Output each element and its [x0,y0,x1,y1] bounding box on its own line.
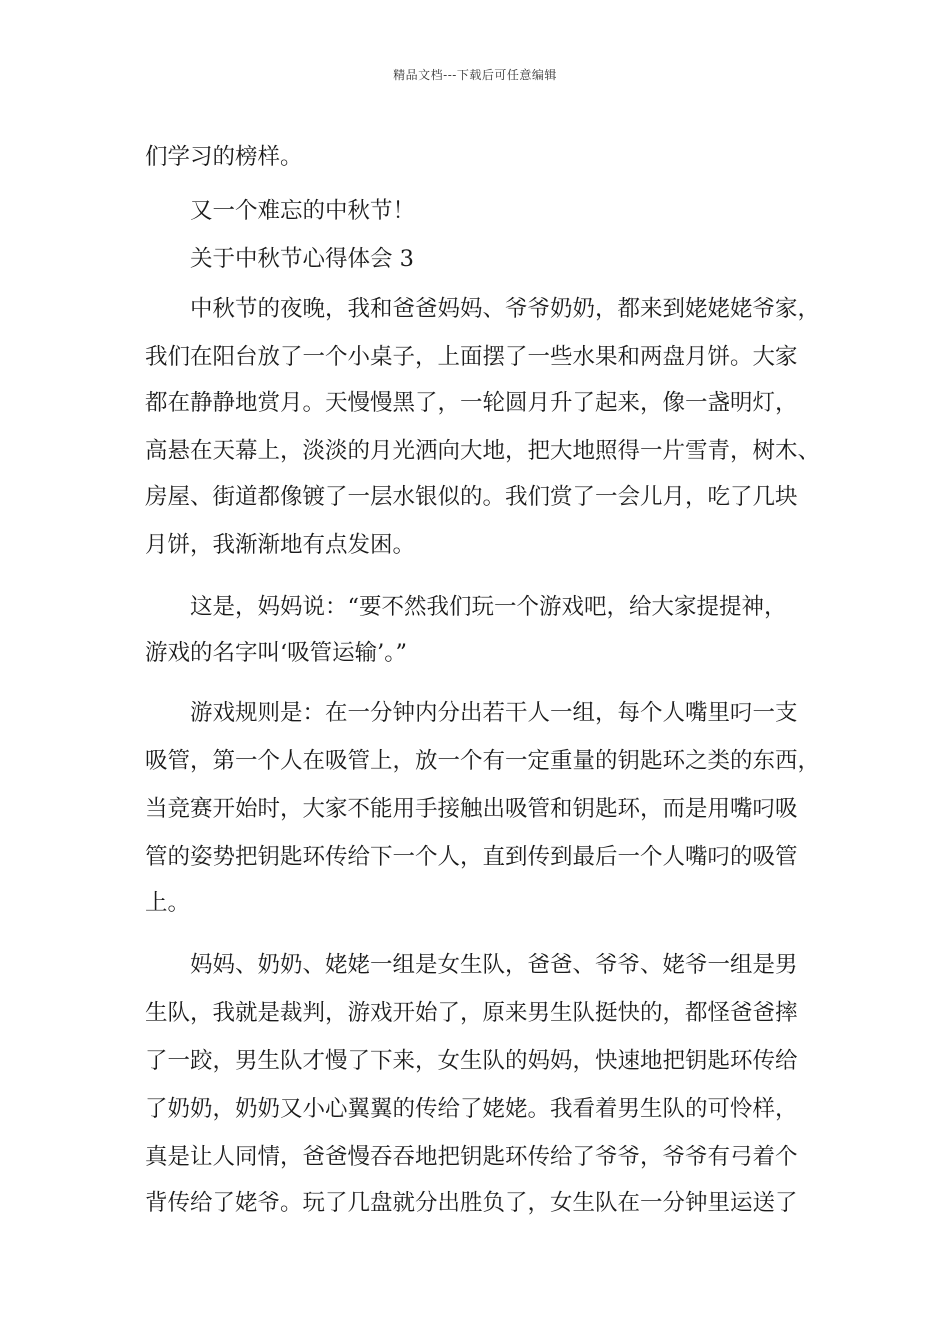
text-line: 当竞赛开始时，大家不能用手接触出吸管和钥匙环，而是用嘴叼吸 [145,796,798,822]
text-line: 又一个难忘的中秋节！ [190,198,416,224]
text-line: 高悬在天幕上，淡淡的月光洒向大地，把大地照得一片雪青，树木、 [145,438,821,464]
text-line: 妈妈、奶奶、姥姥一组是女生队，爸爸、爷爷、姥爷一组是男 [190,952,798,978]
text-line: 月饼，我渐渐地有点发困。 [145,532,416,558]
text-line: 们学习的榜样。 [145,144,303,170]
text-line: 关于中秋节心得体会 3 [190,246,414,272]
text-line: 生队，我就是裁判，游戏开始了，原来男生队挺快的，都怪爸爸摔 [145,1000,798,1026]
text-line: 管的姿势把钥匙环传给下一个人，直到传到最后一个人嘴叼的吸管 [145,844,798,870]
text-line: 了一跤，男生队才慢了下来，女生队的妈妈，快速地把钥匙环传给 [145,1048,798,1074]
text-line: 都在静静地赏月。天慢慢黑了，一轮圆月升了起来，像一盏明灯， [145,390,798,416]
text-line: 房屋、街道都像镀了一层水银似的。我们赏了一会儿月，吃了几块 [145,484,798,510]
text-line: 了奶奶，奶奶又小心翼翼的传给了姥姥。我看着男生队的可怜样， [145,1096,798,1122]
text-line: 游戏规则是：在一分钟内分出若干人一组，每个人嘴里叼一支 [190,700,798,726]
page-header: 精品文档---下载后可任意编辑 [393,68,557,82]
text-line: 上。 [145,890,191,916]
text-line: 我们在阳台放了一个小桌子，上面摆了一些水果和两盘月饼。大家 [145,344,798,370]
text-line: 中秋节的夜晚，我和爸爸妈妈、爷爷奶奶，都来到姥姥姥爷家， [190,296,821,322]
text-line: 吸管，第一个人在吸管上，放一个有一定重量的钥匙环之类的东西， [145,748,821,774]
text-line: 背传给了姥爷。玩了几盘就分出胜负了，女生队在一分钟里运送了 [145,1190,798,1216]
text-line: 真是让人同情，爸爸慢吞吞地把钥匙环传给了爷爷，爷爷有弓着个 [145,1144,798,1170]
text-line: 游戏的名字叫‘吸管运输’。” [145,640,408,666]
text-line: 这是，妈妈说：“要不然我们玩一个游戏吧，给大家提提神， [190,594,787,620]
